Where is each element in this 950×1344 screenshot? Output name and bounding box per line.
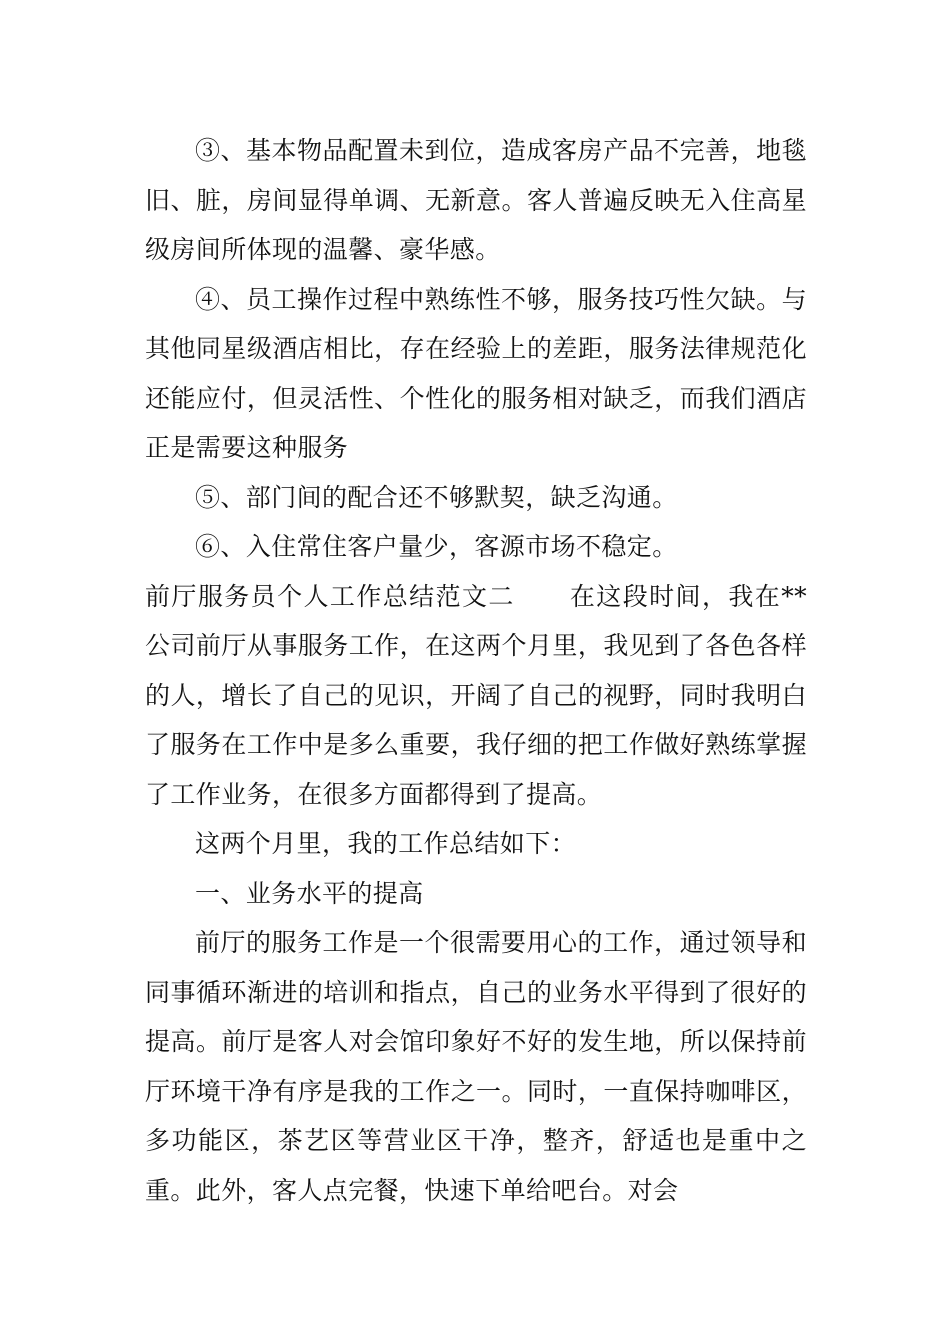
paragraph-front-desk-service: 前厅的服务工作是一个很需要用心的工作，通过领导和同事循环渐进的培训和指点，自己的业务水平得到了很好的提高。前厅是客人对会馆印象好不好的发生地，所以保持前厅环境干净有序是我的工作之一。同时，一直保持咖啡区，多功能区，茶艺区等营业区干净，整齐，舒适也是重中之重。此外，客人点完餐，快速下单给吧台。对会 (145, 928, 807, 1205)
section-body: 在这段时间，我在**公司前厅从事服务工作，在这两个月里，我见到了各色各样的人，增长了自己的见识，开阔了自己的视野，同时我明白了服务在工作中是多么重要，我仔细的把工作做好熟练掌握了工作业务，在很多方面都得到了提高。 (145, 581, 807, 809)
subheading-business-level: 一、业务水平的提高 (195, 878, 424, 908)
section-heading-paragraph (145, 572, 807, 820)
paragraph-item-4: ④、员工操作过程中熟练性不够，服务技巧性欠缺。与其他同星级酒店相比，存在经验上的差距，服务法律规范化还能应付，但灵活性、个性化的服务相对缺乏，而我们酒店正是需要这种服务 (145, 284, 807, 462)
section-title: 前厅服务员个人工作总结范文二 (145, 581, 515, 611)
paragraph-item-6: ⑥、入住常住客户量少，客源市场不稳定。 (195, 532, 678, 561)
paragraph-item-3: ③、基本物品配置未到位，造成客房产品不完善，地毯旧、脏，房间显得单调、无新意。客人普遍反映无入住高星级房间所体现的温馨、豪华感。 (145, 136, 807, 264)
summary-intro: 这两个月里，我的工作总结如下： (195, 829, 577, 858)
document-page (145, 126, 807, 1215)
paragraph-item-5: ⑤、部门间的配合还不够默契，缺乏沟通。 (195, 482, 678, 512)
